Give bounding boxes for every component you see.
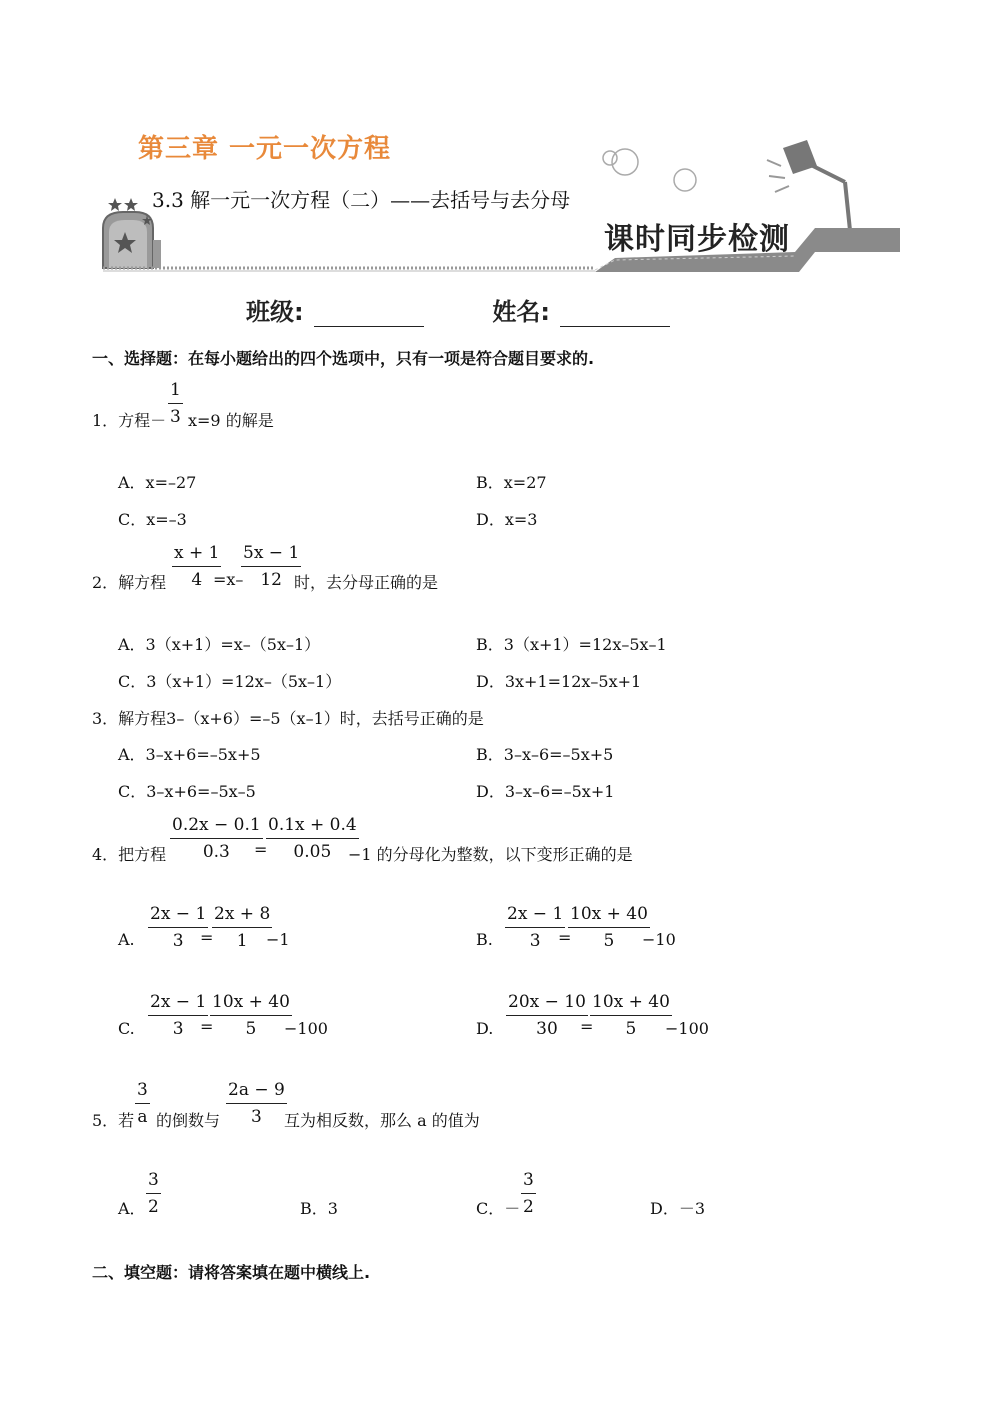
q4-option-d-label[interactable]: D. xyxy=(476,1019,494,1038)
q5-f1-num: 3 xyxy=(135,1080,150,1104)
q2-option-d[interactable]: D．3x+1=12x–5x+1 xyxy=(476,672,642,691)
q5-option-a-label[interactable]: A． xyxy=(118,1199,146,1218)
q4-suffix: −1 的分母化为整数，以下变形正确的是 xyxy=(348,845,633,864)
q5-a-num: 3 xyxy=(146,1170,161,1194)
q4-fraction-1 xyxy=(170,815,263,862)
q2-f2-den: 12 xyxy=(260,570,282,590)
chapter-title: 第三章 一元一次方程 xyxy=(138,134,392,164)
q1-option-a[interactable]: A．x=–27 xyxy=(118,473,197,492)
q4-f2-den: 0.05 xyxy=(293,842,332,862)
q5-mid: 的倒数与 xyxy=(156,1111,221,1130)
student-info xyxy=(246,292,670,327)
q4-a-eq: = xyxy=(200,928,214,947)
q1-suffix: x=9 的解是 xyxy=(188,411,274,430)
q4-b-f2-den: 5 xyxy=(603,931,615,951)
class-label: 班级: xyxy=(246,298,304,326)
q4-f1-den: 0.3 xyxy=(202,842,230,862)
q4-b-f1-den: 3 xyxy=(529,931,541,951)
q4-eq: = xyxy=(254,840,268,859)
q5-option-b[interactable]: B．3 xyxy=(300,1199,338,1218)
q4-a-f2-den: 1 xyxy=(236,931,248,951)
q4-b-tail: −10 xyxy=(642,930,676,949)
q4-b-frac-1 xyxy=(505,904,565,951)
q4-a-f2-num: 2x + 8 xyxy=(212,904,272,928)
q4-fraction-2 xyxy=(266,815,359,862)
q3-option-d[interactable]: D．3–x–6=–5x+1 xyxy=(476,782,615,801)
q5-fraction-1 xyxy=(135,1080,150,1127)
banner-text: 课时同步检测 xyxy=(604,222,790,257)
bubble-icon xyxy=(603,149,696,191)
q4-c-f2-den: 5 xyxy=(245,1019,257,1039)
q5-f2-den: 3 xyxy=(251,1107,262,1127)
class-blank xyxy=(314,302,424,327)
q4-a-f1-den: 3 xyxy=(172,931,184,951)
q5-fraction-2 xyxy=(226,1080,287,1127)
q2-suffix: 时，去分母正确的是 xyxy=(294,573,439,592)
q4-d-f2-den: 5 xyxy=(625,1019,637,1039)
q1-option-b[interactable]: B．x=27 xyxy=(476,473,547,492)
q4-c-f2-num: 10x + 40 xyxy=(210,992,292,1016)
q4-d-frac-1 xyxy=(506,992,588,1039)
part2-heading: 二、填空题：请将答案填在题中横线上. xyxy=(92,1263,371,1282)
q1-option-c[interactable]: C．x=–3 xyxy=(118,510,187,529)
q5-option-d[interactable]: D．－3 xyxy=(650,1199,706,1218)
q5-a-fraction xyxy=(146,1170,161,1217)
q3-option-b[interactable]: B．3–x–6=–5x+5 xyxy=(476,745,614,764)
q2-mid: =x– xyxy=(213,570,244,589)
q4-prefix: 4．把方程 xyxy=(92,845,167,864)
q3-option-c[interactable]: C．3–x+6=–5x–5 xyxy=(118,782,256,801)
q1-prefix: 1．方程－ xyxy=(92,411,167,430)
q4-a-frac-2 xyxy=(212,904,272,951)
q5-c-fraction xyxy=(521,1170,536,1217)
q5-c-num: 3 xyxy=(521,1170,536,1194)
q4-d-f1-num: 20x − 10 xyxy=(506,992,588,1016)
q5-f1-den: a xyxy=(137,1107,148,1127)
q4-f2-num: 0.1x + 0.4 xyxy=(266,815,359,839)
q4-a-tail: −1 xyxy=(266,930,290,949)
q4-f1-num: 0.2x − 0.1 xyxy=(170,815,263,839)
q3-option-a[interactable]: A．3–x+6=–5x+5 xyxy=(118,745,261,764)
q1-frac-num: 1 xyxy=(168,380,183,404)
q4-c-frac-2 xyxy=(210,992,292,1039)
name-blank xyxy=(560,302,670,327)
q4-d-eq: = xyxy=(580,1017,594,1036)
q4-d-f2-num: 10x + 40 xyxy=(590,992,672,1016)
q4-b-f2-num: 10x + 40 xyxy=(568,904,650,928)
q4-b-f1-num: 2x − 1 xyxy=(505,904,565,928)
q4-option-a-label[interactable]: A. xyxy=(118,930,135,949)
q1-option-d[interactable]: D．x=3 xyxy=(476,510,538,529)
q2-f1-den: 4 xyxy=(191,570,203,590)
q5-prefix: 5．若 xyxy=(92,1111,135,1130)
q4-b-eq: = xyxy=(558,928,572,947)
q3-text: 3．解方程3–（x+6）=–5（x–1）时，去括号正确的是 xyxy=(92,709,484,728)
section-title: 3.3 解一元一次方程（二）——去括号与去分母 xyxy=(152,188,571,212)
q4-c-f1-den: 3 xyxy=(172,1019,184,1039)
q2-fraction-2 xyxy=(241,543,301,590)
q4-option-b-label[interactable]: B. xyxy=(476,930,493,949)
q4-d-f1-den: 30 xyxy=(536,1019,558,1039)
name-label: 姓名: xyxy=(492,298,550,326)
part1-heading: 一、选择题：在每小题给出的四个选项中，只有一项是符合题目要求的. xyxy=(92,349,595,368)
q5-f2-num: 2a − 9 xyxy=(226,1080,287,1104)
q5-suffix: 互为相反数，那么 a 的值为 xyxy=(284,1111,480,1130)
q4-c-eq: = xyxy=(200,1017,214,1036)
q2-option-a[interactable]: A．3（x+1）=x–（5x–1） xyxy=(118,635,321,654)
q2-option-c[interactable]: C．3（x+1）=12x–（5x–1） xyxy=(118,672,342,691)
q5-c-den: 2 xyxy=(523,1197,534,1217)
q4-d-tail: −100 xyxy=(665,1019,709,1038)
q4-c-f1-num: 2x − 1 xyxy=(148,992,208,1016)
q1-fraction xyxy=(168,380,183,427)
q2-option-b[interactable]: B．3（x+1）=12x–5x–1 xyxy=(476,635,667,654)
q5-option-c-label[interactable]: C．－ xyxy=(476,1199,521,1218)
q1-frac-den: 3 xyxy=(170,407,181,427)
q5-a-den: 2 xyxy=(148,1197,159,1217)
q2-f2-num: 5x − 1 xyxy=(241,543,301,567)
q4-c-tail: −100 xyxy=(284,1019,328,1038)
q4-a-f1-num: 2x − 1 xyxy=(148,904,208,928)
q4-d-frac-2 xyxy=(590,992,672,1039)
q4-b-frac-2 xyxy=(568,904,650,951)
q4-option-c-label[interactable]: C. xyxy=(118,1019,135,1038)
q2-f1-num: x + 1 xyxy=(172,543,221,567)
q2-prefix: 2．解方程 xyxy=(92,573,167,592)
